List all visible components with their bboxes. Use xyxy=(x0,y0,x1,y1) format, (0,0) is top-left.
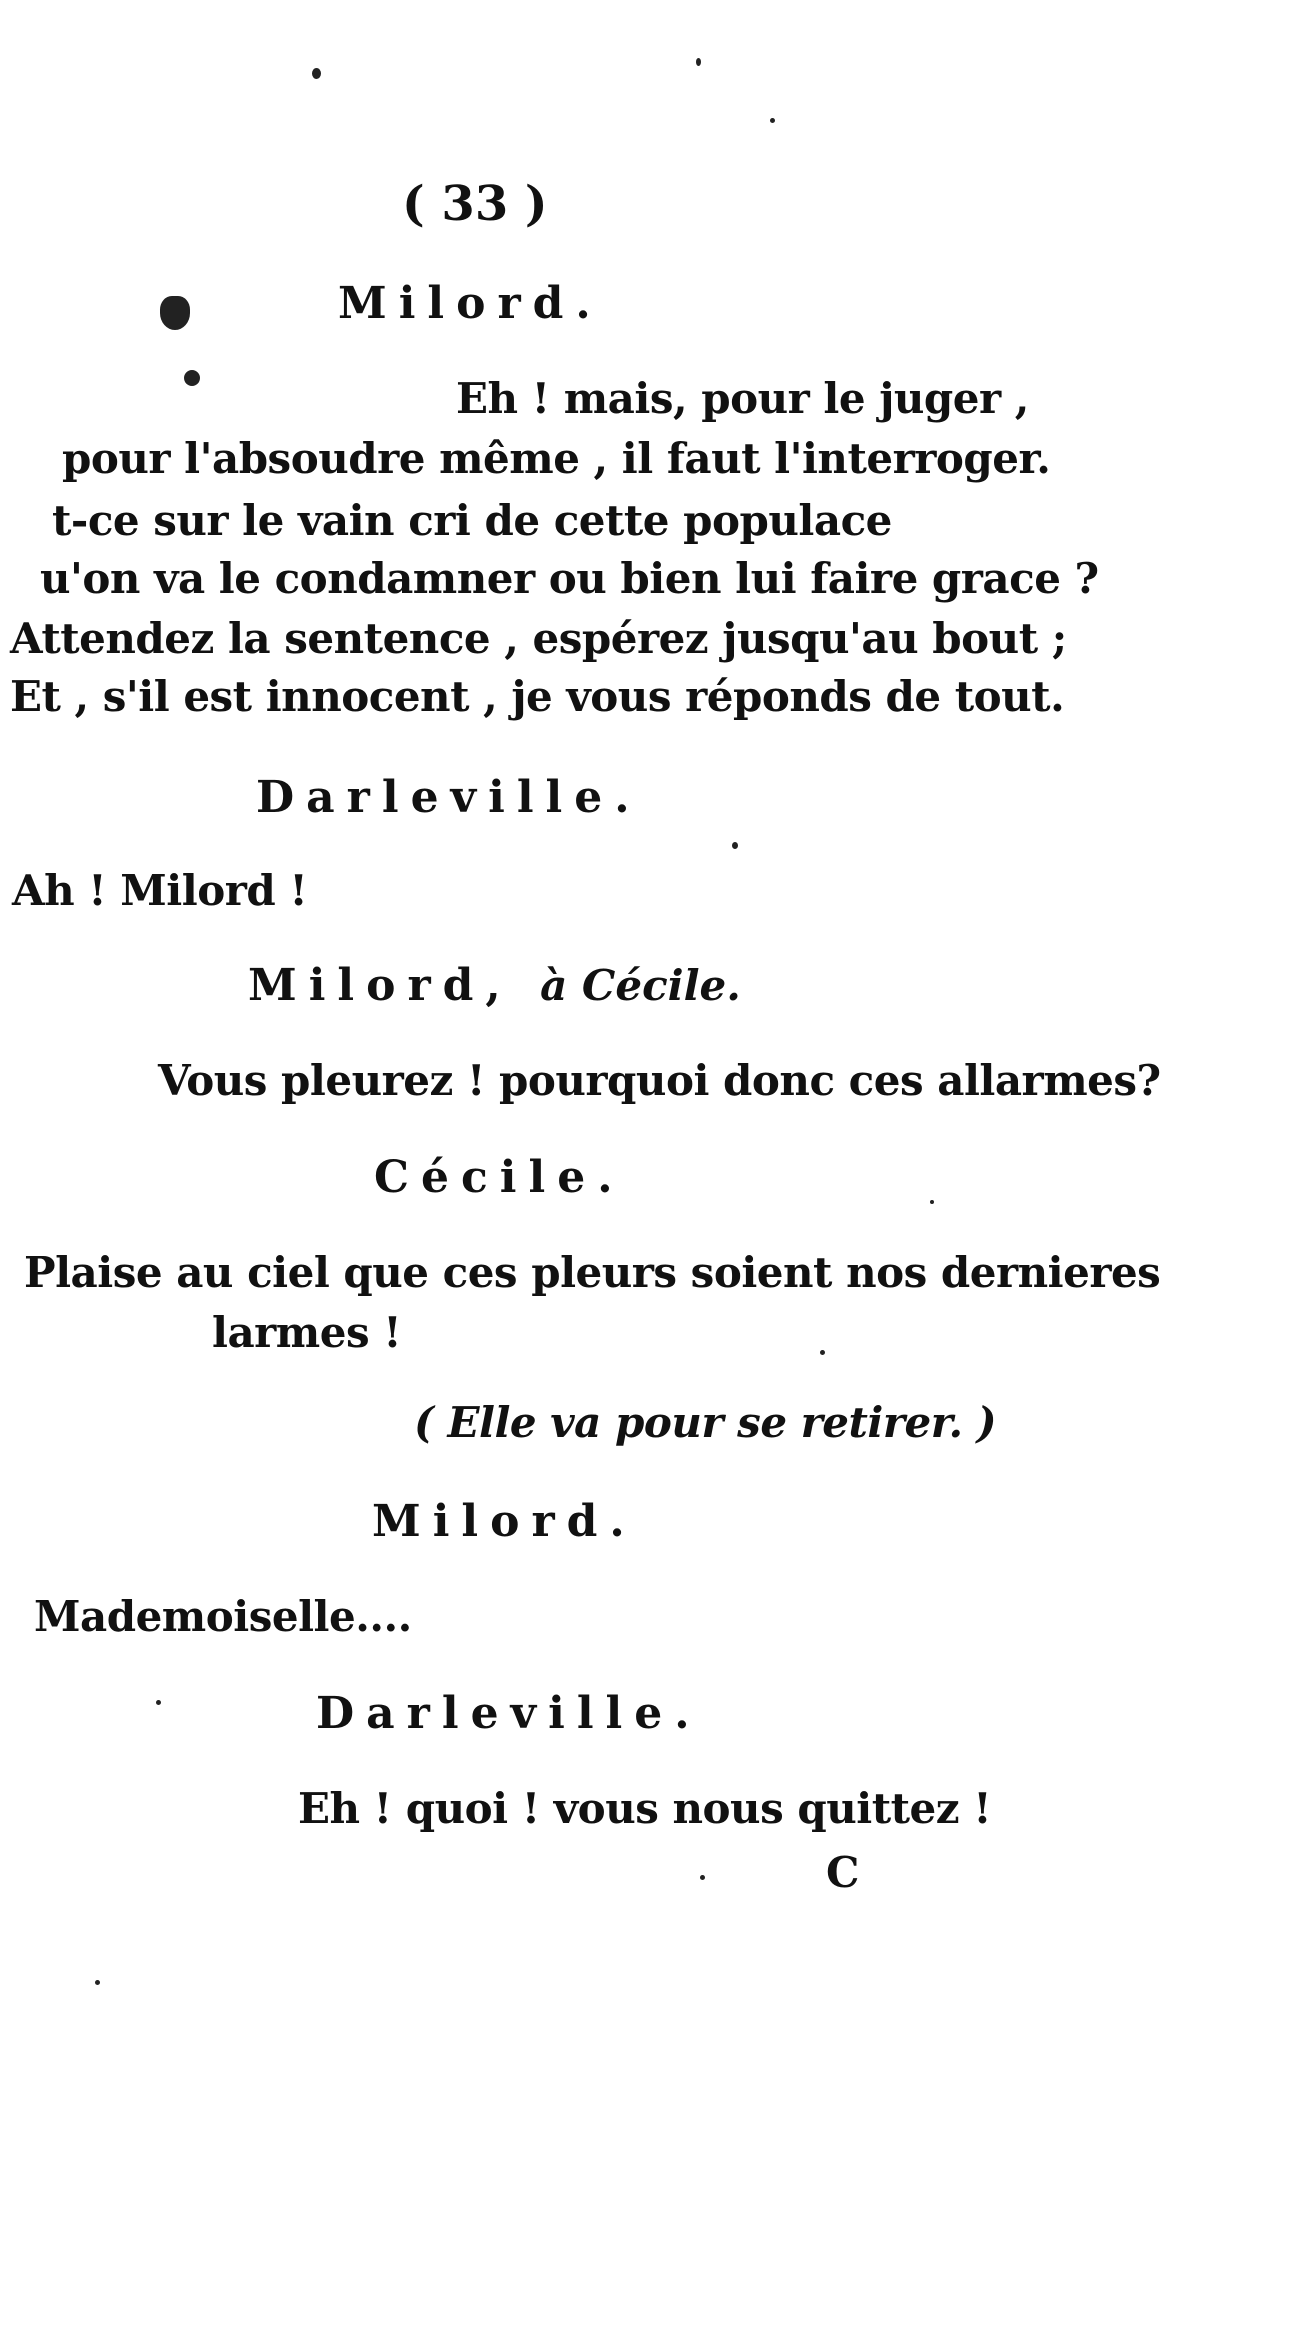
verse-line: u'on va le condamner ou bien lui faire grace ? xyxy=(40,554,1099,603)
verse-line: Eh ! quoi ! vous nous quittez ! xyxy=(298,1784,992,1833)
ink-speck xyxy=(700,1875,705,1880)
ink-speck xyxy=(770,118,775,123)
ink-speck xyxy=(930,1200,934,1204)
verse-line: Et , s'il est innocent , je vous réponds de tout. xyxy=(10,672,1065,721)
speaker-name: Milord. xyxy=(338,278,603,329)
speaker-name xyxy=(248,960,741,1011)
speaker-name: Darleville. xyxy=(256,772,642,823)
verse-line: Attendez la sentence , espérez jusqu'au bout ; xyxy=(10,614,1067,663)
ink-blot xyxy=(184,370,200,386)
ink-speck xyxy=(312,68,321,79)
speaker-name-text: Milord, xyxy=(248,960,513,1011)
verse-line: Mademoiselle.... xyxy=(34,1592,412,1641)
verse-line: Plaise au ciel que ces pleurs soient nos dernieres xyxy=(24,1248,1161,1297)
ink-speck xyxy=(156,1700,161,1705)
ink-speck xyxy=(696,58,701,66)
ink-speck xyxy=(820,1350,825,1355)
verse-line: t-ce sur le vain cri de cette populace xyxy=(52,496,892,545)
verse-line: Vous pleurez ! pourquoi donc ces allarmes? xyxy=(158,1056,1161,1105)
verse-line: larmes ! xyxy=(212,1308,402,1357)
verse-line: pour l'absoudre même , il faut l'interroger. xyxy=(62,434,1051,483)
page-number: ( 33 ) xyxy=(402,176,548,232)
ink-speck xyxy=(95,1980,100,1985)
stage-direction: à Cécile. xyxy=(540,961,741,1010)
speaker-name: Milord. xyxy=(372,1496,637,1547)
speaker-name: Cécile. xyxy=(374,1152,625,1203)
ink-speck xyxy=(732,842,738,849)
ink-blot xyxy=(160,296,190,330)
signature-mark: C xyxy=(826,1848,859,1897)
speaker-name: Darleville. xyxy=(316,1688,702,1739)
stage-direction: ( Elle va pour se retirer. ) xyxy=(414,1398,997,1447)
verse-line: Eh ! mais, pour le juger , xyxy=(456,374,1029,423)
verse-line: Ah ! Milord ! xyxy=(12,866,308,915)
